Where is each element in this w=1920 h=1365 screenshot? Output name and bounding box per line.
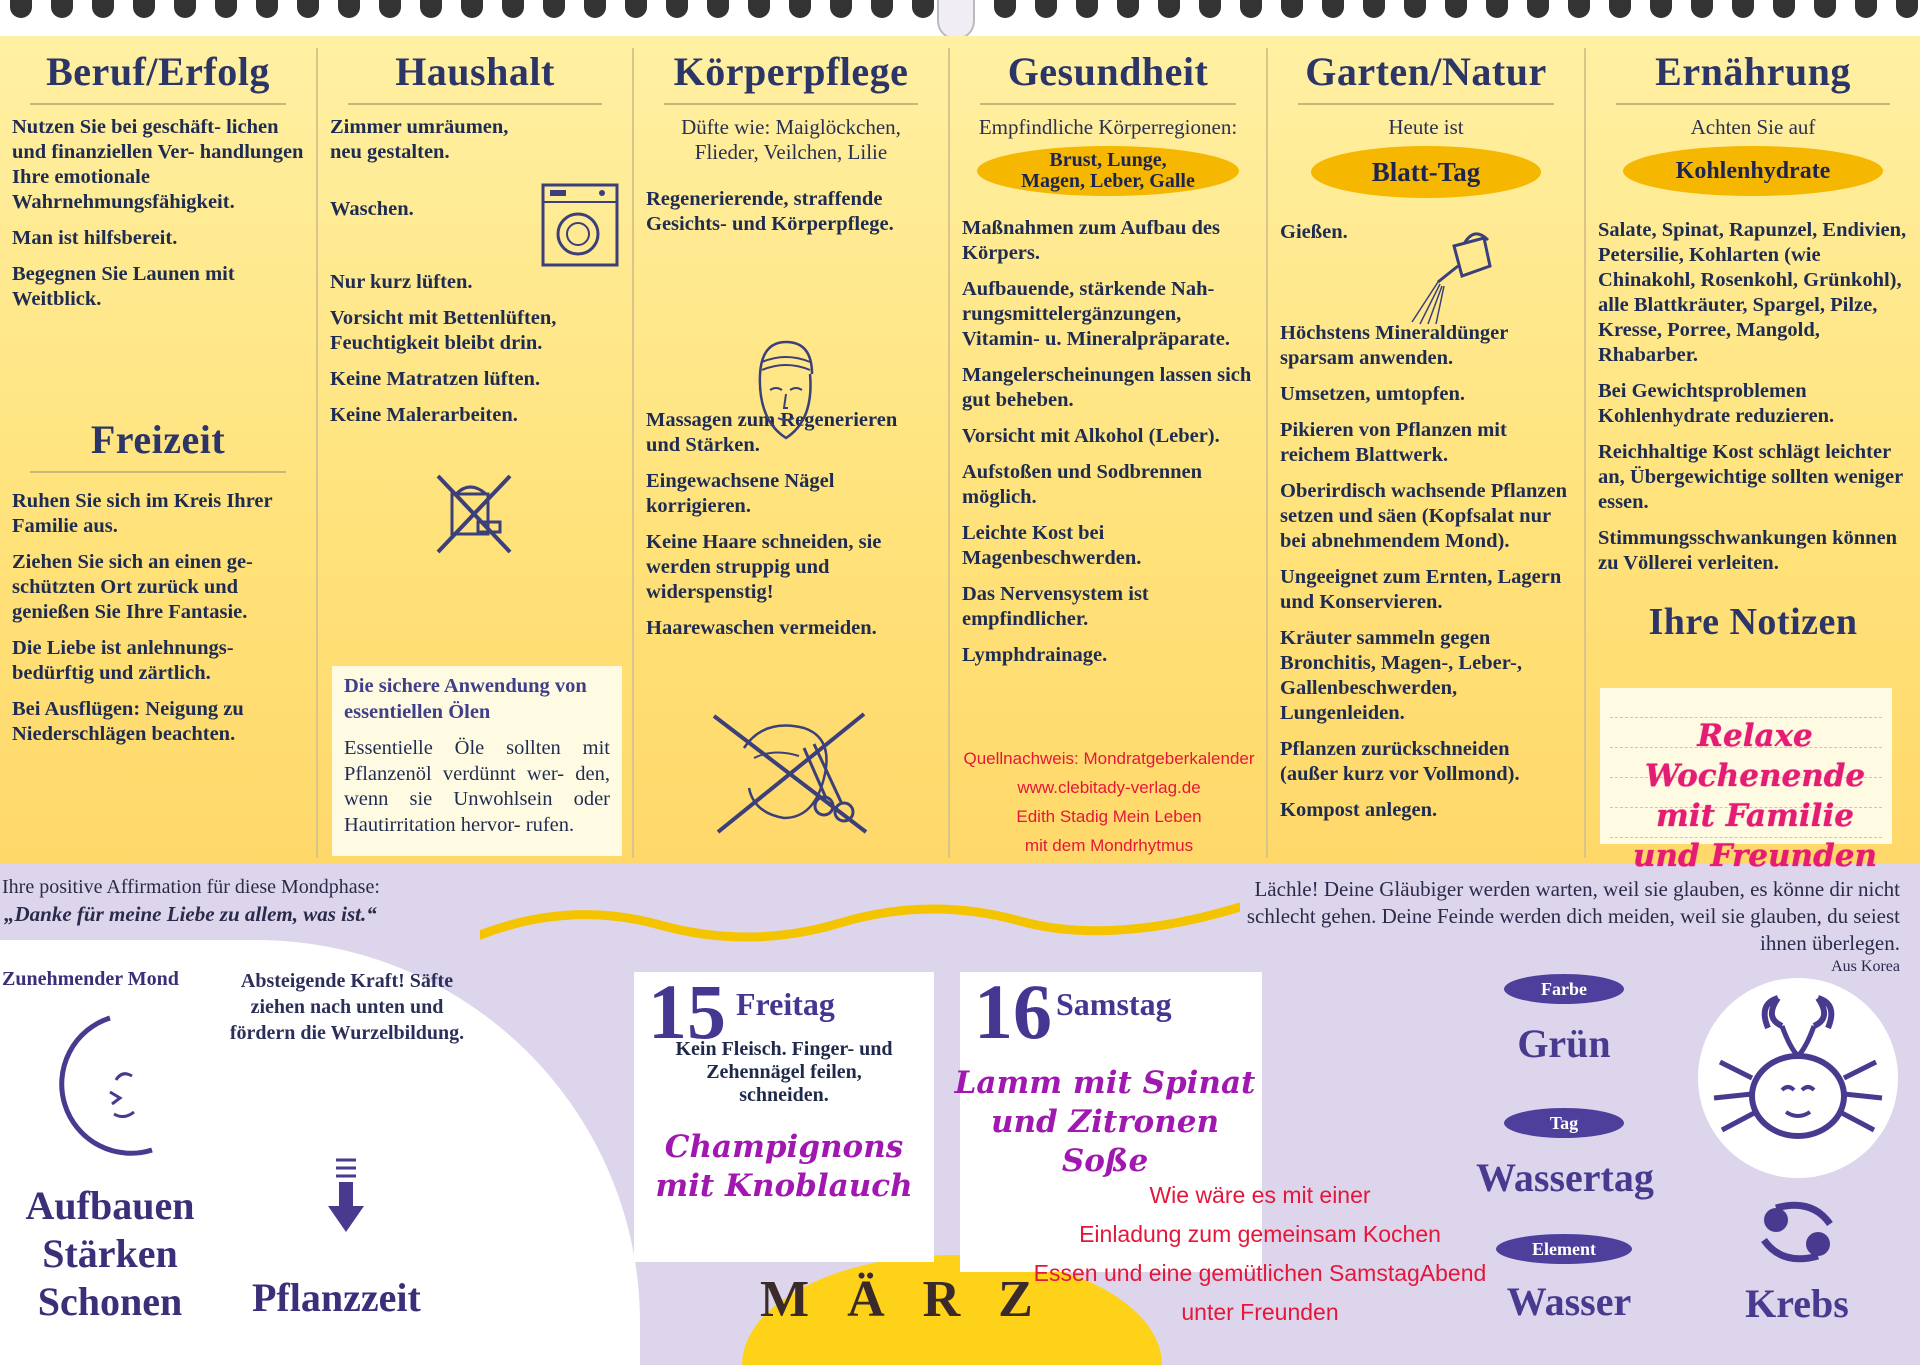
column-beruf	[0, 48, 318, 858]
binding-hole	[1691, 0, 1713, 18]
haushalt-para: Zimmer umräumen, neu gestalten.	[330, 116, 509, 163]
binding-hole	[1732, 0, 1754, 18]
ernaehrung-para: Bei Gewichtsproblemen Kohlenhydrate reduzieren.	[1598, 380, 1835, 427]
binding-hole	[379, 0, 401, 18]
note-line: Wie wäre es mit einer	[1149, 1182, 1371, 1208]
binding-hole	[297, 0, 319, 18]
note-line: Einladung zum gemeinsam Kochen	[1079, 1221, 1441, 1247]
freizeit-para: Bei Ausflügen: Neigung zu Niederschlägen beachten.	[12, 698, 244, 745]
handwritten-line: und Zitronen	[990, 1104, 1220, 1140]
tag-value: Wassertag	[1476, 1155, 1654, 1200]
day-name: Samstag	[1056, 986, 1172, 1022]
garten-para: Kompost anlegen.	[1280, 799, 1438, 821]
binding-hole	[789, 0, 811, 18]
garten-para: Gießen.	[1280, 221, 1348, 243]
binding-hole	[1117, 0, 1139, 18]
garten-para: Kräuter sammeln gegen Bronchitis, Magen-, Leber-, Gallenbeschwerden, Lungenleiden.	[1280, 627, 1522, 724]
force-note: Absteigende Kraft! Säfte ziehen nach unten und fördern die Wurzelbildung.	[229, 970, 465, 1044]
binding-hole	[1404, 0, 1426, 18]
plant-time-label: Pflanzzeit	[252, 1275, 421, 1320]
garten-para: Ungeeignet zum Ernten, Lagern und Konservieren.	[1280, 566, 1562, 613]
column-haushalt	[318, 48, 634, 858]
affirmation-text: „Danke für meine Liebe zu allem, was ist.“	[4, 902, 377, 926]
binding-hole	[10, 0, 32, 18]
column-garten	[1268, 48, 1586, 858]
handwritten-line: Lamm mit Spinat	[954, 1065, 1256, 1101]
source-line: Quellnachweis: Mondratgeberkalender	[963, 749, 1255, 768]
keyword: Schonen	[37, 1279, 183, 1324]
column-ernaehrung	[1586, 48, 1920, 874]
sign-name: Krebs	[1745, 1281, 1849, 1326]
day-number: 15	[648, 968, 726, 1055]
watering-can-icon	[1404, 226, 1500, 330]
cancer-zodiac-symbol-icon	[1756, 1200, 1838, 1268]
oil-text: Essentielle Öle sollten mit Pflanzenöl verdünnt wer- den, wenn sie Unwohlsein oder Hautirritation hervor- rufen.	[344, 737, 610, 836]
handwritten-line: Soße	[1061, 1143, 1149, 1179]
binding-hole	[1363, 0, 1385, 18]
fragrance-note: Düfte wie: Maiglöckchen, Flieder, Veilchen, Lilie	[681, 115, 901, 164]
freizeit-para: Ruhen Sie sich im Kreis Ihrer Familie aus.	[12, 490, 273, 537]
no-haircut-icon	[704, 708, 874, 840]
binding-hole	[1240, 0, 1262, 18]
element-pill: Element	[1496, 1234, 1632, 1264]
body-regions-oval: Brust, Lunge, Magen, Leber, Galle	[977, 146, 1239, 196]
column-title-haushalt: Haushalt	[348, 48, 602, 105]
binding-hole	[1486, 0, 1508, 18]
column-title-beruf: Beruf/Erfolg	[30, 48, 286, 105]
binding-hole	[51, 0, 73, 18]
column-title-garten: Garten/Natur	[1298, 48, 1554, 105]
day-card-friday	[634, 968, 934, 1262]
handwritten-line: Champignons	[664, 1129, 904, 1165]
binding-hole	[1609, 0, 1631, 18]
cancer-crab-icon	[1698, 978, 1898, 1178]
gesundheit-para: Maßnahmen zum Aufbau des Körpers.	[962, 217, 1221, 264]
moon-phase-label: Zunehmender Mond	[2, 968, 179, 990]
garten-para: Höchstens Mineraldünger sparsam anwenden.	[1280, 322, 1508, 369]
freizeit-para: Ziehen Sie sich an einen ge- schützten Ort zurück und genießen Sie Ihre Fantasie.	[12, 551, 253, 623]
beruf-para: Begegnen Sie Launen mit Weitblick.	[12, 263, 235, 310]
advice-panel	[0, 36, 1920, 874]
column-gesundheit	[950, 48, 1268, 858]
binding-hole	[133, 0, 155, 18]
source-line: www.clebitady-verlag.de	[1017, 778, 1201, 797]
binding-hole	[502, 0, 524, 18]
day-number: 16	[974, 968, 1052, 1055]
handwritten-saturday-meal	[940, 1064, 1270, 1181]
tag-pill: Tag	[1504, 1108, 1624, 1138]
beruf-para: Man ist hilfsbereit.	[12, 227, 178, 249]
gesundheit-para: Das Nervensystem ist empfindlicher.	[962, 583, 1149, 630]
koerper-para: Eingewachsene Nägel korrigieren.	[646, 470, 835, 517]
binding-hole	[912, 0, 934, 18]
gesundheit-para: Lymphdrainage.	[962, 644, 1108, 666]
binding-hole	[830, 0, 852, 18]
binding-hole	[174, 0, 196, 18]
washing-machine-icon	[540, 182, 620, 272]
affirmation-label: Ihre positive Affirmation für diese Mondphase:	[2, 876, 380, 898]
garten-para: Pikieren von Pflanzen mit reichem Blattwerk.	[1280, 419, 1507, 466]
freizeit-para: Die Liebe ist anlehnungs- bedürftig und zärtlich.	[12, 637, 234, 684]
kohlenhydrate-oval: Kohlenhydrate	[1623, 146, 1883, 196]
binding-hole	[666, 0, 688, 18]
blatt-tag-oval: Blatt-Tag	[1311, 146, 1541, 198]
binding-hole	[707, 0, 729, 18]
binding-hole	[871, 0, 893, 18]
handwritten-line: mit Knoblauch	[655, 1168, 913, 1204]
today-label: Heute ist	[1388, 115, 1464, 139]
binding-hole	[1322, 0, 1344, 18]
hanging-notch	[937, 0, 975, 40]
handwritten-line: und Freunden	[1632, 838, 1878, 874]
binding-hole	[748, 0, 770, 18]
haushalt-para: Vorsicht mit Bettenlüften, Feuchtigkeit bleibt drin.	[330, 307, 557, 354]
day-name: Freitag	[736, 986, 835, 1022]
gesundheit-para: Vorsicht mit Alkohol (Leber).	[962, 425, 1220, 447]
binding-hole	[338, 0, 360, 18]
koerper-para: Keine Haare schneiden, sie werden struppig und widerspenstig!	[646, 531, 882, 603]
column-title-gesundheit: Gesundheit	[980, 48, 1236, 105]
binding-hole	[420, 0, 442, 18]
haushalt-para: Keine Malerarbeiten.	[330, 404, 518, 426]
column-title-ernaehrung: Ernährung	[1616, 48, 1890, 105]
binding-hole	[1199, 0, 1221, 18]
garten-para: Pflanzen zurückschneiden (außer kurz vor Vollmond).	[1280, 738, 1520, 785]
haushalt-para: Nur kurz lüften.	[330, 271, 473, 293]
face-care-icon	[752, 338, 818, 446]
handwritten-friday-meal	[634, 1128, 934, 1206]
handwritten-line: Relaxe Wochenende	[1644, 718, 1866, 794]
ernaehrung-para: Stimmungsschwankungen können zu Völlerei verleiten.	[1598, 527, 1898, 574]
column-title-koerperpflege: Körperpflege	[664, 48, 918, 105]
gesundheit-para: Leichte Kost bei Magenbeschwerden.	[962, 522, 1142, 569]
month-label: MÄRZ	[760, 1271, 1071, 1328]
haushalt-para: Keine Matratzen lüften.	[330, 368, 541, 390]
binding-hole	[1568, 0, 1590, 18]
crescent-moon-icon	[40, 1010, 160, 1164]
binding-hole	[215, 0, 237, 18]
farbe-pill: Farbe	[1504, 974, 1624, 1004]
gesundheit-para: Aufbauende, stärkende Nah- rungsmittelergänzungen, Vitamin- u. Mineralpräparate.	[962, 278, 1230, 350]
beruf-para: Nutzen Sie bei geschäft- lichen und finanziellen Ver- handlungen Ihre emotionale Wahrnehmungsfähigkeit.	[12, 116, 304, 213]
source-note	[950, 744, 1268, 860]
notizen-title: Ihre Notizen	[1648, 601, 1858, 643]
garten-para: Umsetzen, umtopfen.	[1280, 383, 1466, 405]
arrow-down-icon	[326, 1156, 366, 1240]
haushalt-para: Waschen.	[330, 198, 414, 220]
day-info: Kein Fleisch. Finger- und Zehennägel feilen, schneiden.	[675, 1038, 893, 1106]
binding-hole	[92, 0, 114, 18]
binding-hole	[1158, 0, 1180, 18]
moon-keywords	[10, 1182, 210, 1326]
binding-hole	[1855, 0, 1877, 18]
essential-oils-box	[332, 666, 622, 856]
quote-source: Aus Korea	[1831, 958, 1900, 975]
element-value: Wasser	[1506, 1279, 1632, 1324]
gesundheit-para: Aufstoßen und Sodbrennen möglich.	[962, 461, 1203, 508]
binding-hole	[1896, 0, 1918, 18]
binding-hole	[461, 0, 483, 18]
binding-hole	[1076, 0, 1098, 18]
handwritten-line: mit Familie	[1656, 798, 1854, 834]
ernaehrung-para: Reichhaltige Kost schlägt leichter an, Übergewichtige sollten weniger essen.	[1598, 441, 1903, 513]
note-line: unter Freunden	[1181, 1299, 1339, 1325]
decorative-wave	[480, 895, 1240, 955]
koerper-para: Regenerierende, straffende Gesichts- und Körperpflege.	[646, 188, 894, 235]
keyword: Aufbauen	[25, 1183, 195, 1228]
binding-hole	[1445, 0, 1467, 18]
koerper-para: Massagen zum Regenerieren und Stärken.	[646, 409, 898, 456]
source-line: mit dem Mondrhytmus	[1024, 836, 1194, 855]
binding-hole	[584, 0, 606, 18]
no-painting-icon	[434, 472, 514, 560]
note-line: Essen und eine gemütlichen SamstagAbend	[1033, 1260, 1487, 1286]
binding-hole	[994, 0, 1016, 18]
gesundheit-para: Mangelerscheinungen lassen sich gut beheben.	[962, 364, 1252, 411]
column-koerperpflege	[634, 48, 950, 858]
binding-hole	[1281, 0, 1303, 18]
quote-text: Lächle! Deine Gläubiger werden warten, weil sie glauben, es könne dir nicht schlecht gehen. Deine Feinde werden dich meiden, weil sie glauben, du seiest ihnen überlegen.	[1246, 877, 1900, 955]
binding-hole	[256, 0, 278, 18]
garten-para: Oberirdisch wachsende Pflanzen setzen und säen (Kopfsalat nur bei abnehmendem Mond).	[1280, 480, 1567, 552]
focus-label: Achten Sie auf	[1690, 115, 1816, 139]
farbe-value: Grün	[1517, 1021, 1611, 1066]
binding-hole	[543, 0, 565, 18]
body-region-label: Empfindliche Körperregionen:	[978, 115, 1238, 139]
binding-hole	[1814, 0, 1836, 18]
oil-title: Die sichere Anwendung von essentiellen Ölen	[344, 675, 587, 723]
freizeit-title: Freizeit	[30, 416, 286, 473]
binding-hole	[625, 0, 647, 18]
ernaehrung-para: Salate, Spinat, Rapunzel, Endivien, Petersilie, Kohlarten (wie Chinakohl, Rosenkohl, Grünkohl), alle Blattkräuter, Spargel, Pilze, Kresse, Porree, Mangold, Rhabarber.	[1598, 219, 1907, 366]
keyword: Stärken	[42, 1231, 178, 1276]
handwritten-weekend-note	[1590, 716, 1920, 876]
binding-hole	[1650, 0, 1672, 18]
binding-hole	[1035, 0, 1057, 18]
binding-hole	[1773, 0, 1795, 18]
koerper-para: Haarewaschen vermeiden.	[646, 617, 877, 639]
zodiac-circle	[1698, 978, 1898, 1178]
source-line: Edith Stadig Mein Leben	[1016, 807, 1202, 826]
binding-hole	[1527, 0, 1549, 18]
